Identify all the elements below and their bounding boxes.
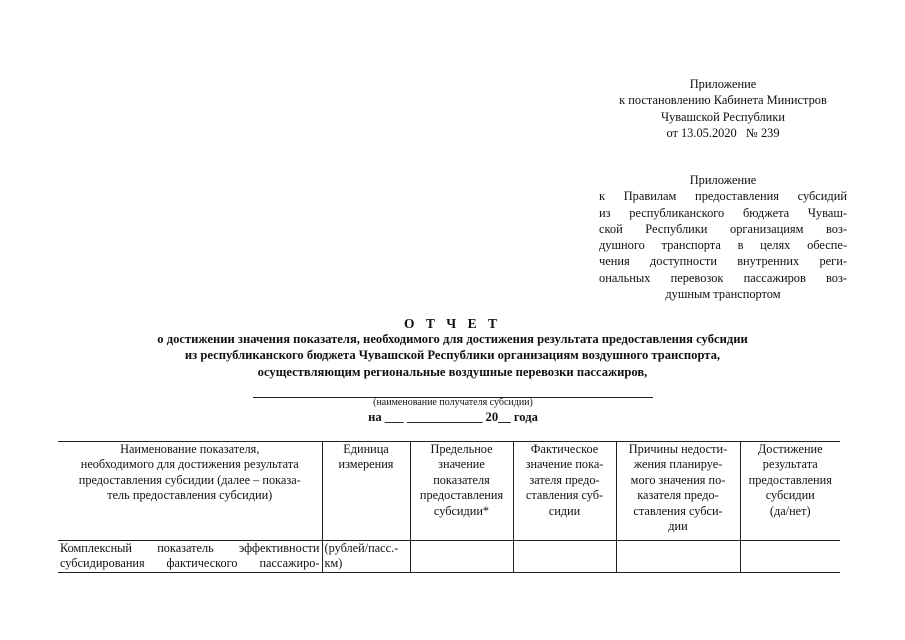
- cell-result-achieved: [740, 541, 840, 573]
- appendix-line: Приложение: [689, 77, 757, 91]
- header-line: казателя предо-: [637, 488, 719, 503]
- subtitle-line: осуществляющим региональные воздушные перевозки пассажиров,: [257, 364, 648, 379]
- cell-actual-value: [513, 541, 616, 573]
- recipient-name-caption: (наименование получателя субсидии): [373, 397, 533, 408]
- appendix-header-decree: [598, 76, 848, 141]
- header-line: Предельное: [430, 442, 493, 456]
- appendix-line: душным транспортом: [665, 287, 781, 302]
- header-result-achieved: [740, 442, 840, 541]
- header-unit: [322, 442, 410, 541]
- cell-line: (рублей/пасс.-: [324, 541, 399, 555]
- cell-limit-value: [410, 541, 513, 573]
- cell-indicator: [58, 541, 322, 573]
- header-limit-value: [410, 442, 513, 541]
- cell-line: км): [324, 556, 343, 571]
- appendix-line: Чувашской Республики: [661, 109, 785, 124]
- appendix-line: из республиканского бюджета Чуваш-: [599, 205, 847, 220]
- header-line: Достижение: [757, 442, 823, 456]
- indicator-table: [58, 441, 840, 573]
- report-title: О Т Ч Е Т: [404, 316, 501, 331]
- header-line: значение пока-: [525, 457, 604, 472]
- appendix-line: ональных перевозок пассажиров воз-: [599, 270, 847, 285]
- header-line: предоставления: [419, 488, 504, 503]
- appendix-line: душного транспорта в целях обеспе-: [599, 238, 847, 253]
- header-line: необходимого для достижения результата: [80, 457, 299, 472]
- header-line: зателя предо-: [529, 472, 600, 487]
- header-line: Причины недости-: [628, 442, 728, 456]
- header-line: жения планируе-: [633, 457, 723, 472]
- cell-line: Комплексный показатель эффективности: [60, 541, 320, 555]
- appendix-line: к постановлению Кабинета Министров: [619, 93, 827, 108]
- header-line: значение: [438, 457, 485, 472]
- report-subtitle: [60, 331, 845, 380]
- header-indicator-name: [58, 442, 322, 541]
- header-line: Единица: [343, 442, 389, 456]
- appendix-line: от 13.05.2020 № 239: [666, 125, 780, 140]
- header-line: мого значения по-: [630, 472, 726, 487]
- header-line: (да/нет): [769, 503, 811, 518]
- header-line: тель предоставления субсидии): [107, 488, 273, 503]
- cell-failure-reasons: [616, 541, 740, 573]
- header-actual-value: [513, 442, 616, 541]
- report-period: на ___ ____________ 20__ года: [368, 410, 538, 424]
- cell-line: субсидирования фактического пассажиро-: [60, 556, 320, 571]
- header-line: ставления субси-: [633, 503, 723, 518]
- appendix-heading: Приложение: [689, 173, 757, 187]
- appendix-line: ской Республики организациям воз-: [599, 221, 847, 236]
- subtitle-line: из республиканского бюджета Чувашской Республики организациям воздушного транспорта,: [184, 348, 721, 363]
- header-line: субсидии: [765, 488, 815, 503]
- header-line: Фактическое: [530, 442, 599, 456]
- header-line: предоставления: [748, 472, 832, 487]
- header-line: сидии: [548, 503, 581, 518]
- header-line: измерения: [338, 457, 394, 472]
- header-line: ставления суб-: [525, 488, 604, 503]
- table-row: [58, 541, 840, 573]
- header-failure-reasons: [616, 442, 740, 541]
- appendix-line: чения доступности внутренних реги-: [599, 254, 847, 269]
- subtitle-line: о достижении значения показателя, необходимого для достижения результата предоставления субсидии: [157, 332, 748, 346]
- table-header-row: [58, 442, 840, 541]
- header-line: результата: [762, 457, 818, 472]
- appendix-header-rules: [599, 172, 847, 302]
- appendix-line: к Правилам предоставления субсидий: [599, 189, 847, 204]
- header-line: дии: [668, 519, 688, 534]
- header-line: предоставления субсидии (далее – показа-: [78, 472, 301, 487]
- header-line: Наименование показателя,: [120, 442, 260, 456]
- header-line: субсидии*: [433, 503, 490, 518]
- header-line: показателя: [433, 472, 490, 487]
- cell-unit: [322, 541, 410, 573]
